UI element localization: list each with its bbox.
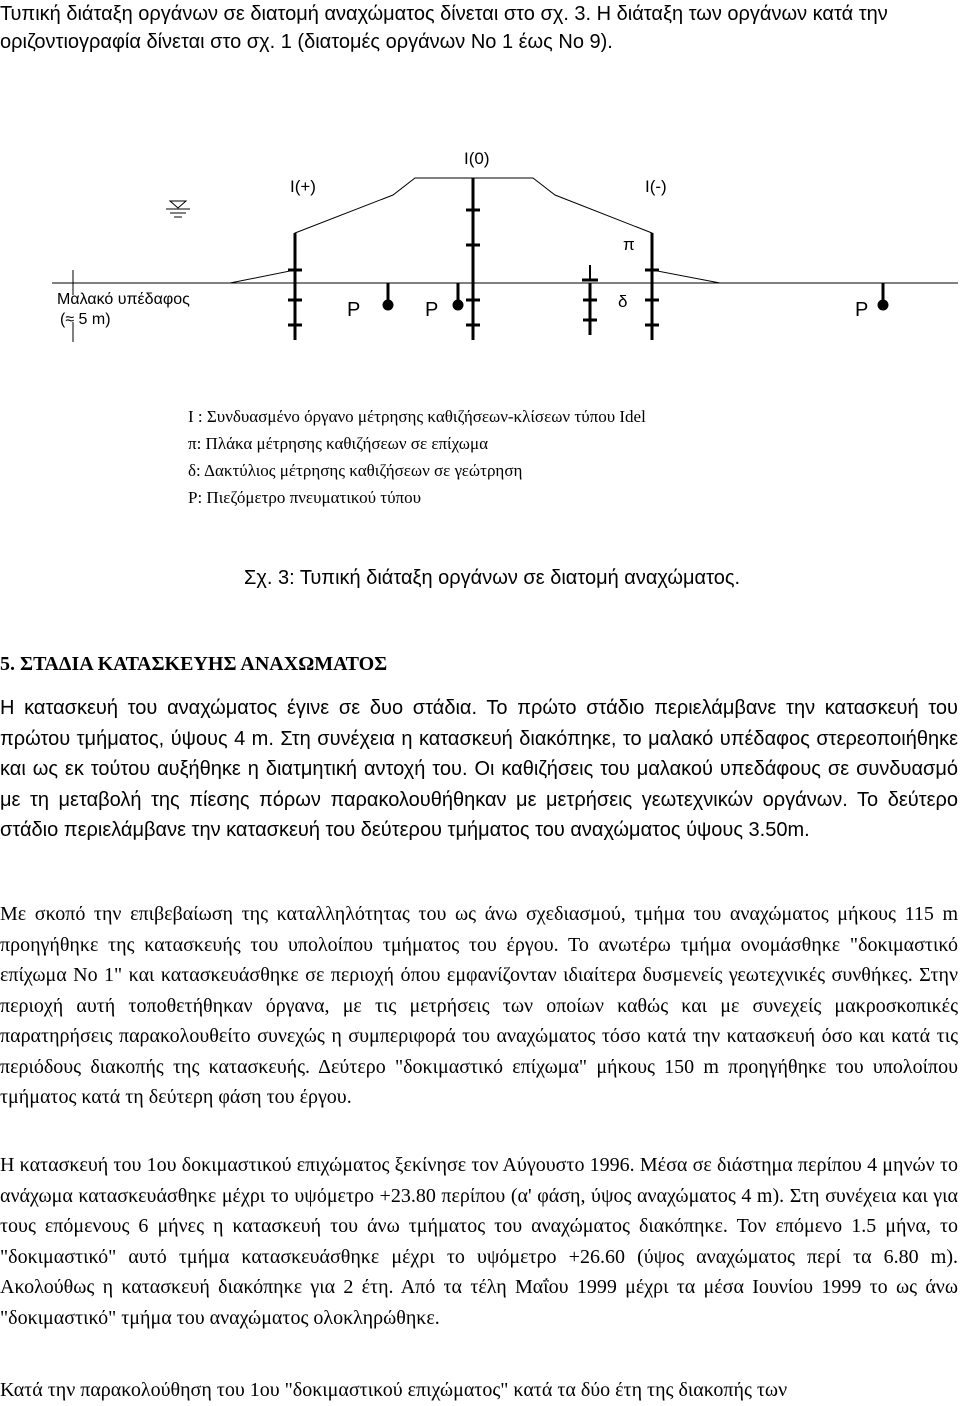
legend-item-settlement-ring: δ: Δακτύλιος μέτρησης καθιζήσεων σε γεώτρηση xyxy=(188,461,523,480)
piezometer-1 xyxy=(383,283,393,310)
label-i-plus: I(+) xyxy=(290,177,316,196)
label-pi: π xyxy=(623,235,635,254)
paragraph-trial-embankment: Με σκοπό την επιβεβαίωση της καταλληλότητας του ως άνω σχεδιασμού, τμήμα του αναχώματος μήκους 115 m προηγήθηκε της κατασκευής του υπολοίπου τμήματος του έργου. Το ανωτέρω τμήμα ονομάσθηκε "δοκιμαστικό επίχωμα No 1" και κατασκευάσθηκε σε περιοχή όπου εμφανίζονταν ιδιαίτερα δυσμενείς γεωτεχνικές συνθήκες. Στην περιοχή αυτή τοποθετήθηκαν όργανα, με τις μετρήσεις των οποίων καθώς και με συνεχείς μακροσκοπικές παρατηρήσεις παρακολουθείτο συνεχώς η συμπεριφορά του αναχώματος τόσο κατά την κατασκευή όσο και κατά τις περιόδους διακοπής της κατασκευής. Δεύτερο "δοκιμαστικό επίχωμα" μήκους 150 m προηγήθηκε του υπολοίπου τμήματος κατά τη δεύτερη φάση του έργου. xyxy=(0,903,958,1108)
soft-soil-label: Μαλακό υπέδαφος xyxy=(57,291,190,308)
paragraph-construction-timeline: Η κατασκευή του 1ου δοκιμαστικού επιχώματος ξεκίνησε τον Αύγουστο 1996. Μέσα σε διάστημα περίπου 4 μηνών το ανάχωμα κατασκευάσθηκε μέχρι το υψόμετρο +23.80 περίπου (α' φάση, ύψος αναχώματος 4 m). Στη συνέχεια και για τους επόμενους 6 μήνες η κατασκευή του άνω τμήματος του αναχώματος διακόπηκε. Τον επόμενο 1.5 μήνα, το "δοκιμαστικό" αυτό τμήμα κατασκευάσθηκε μέχρι το υψόμετρο +26.60 (ύψος αναχώματος περί τα 6.80 m). Ακολούθως η κατασκευή διακόπηκε για 2 έτη. Από τα τέλη Μαΐου 1999 μέχρι τα μέσα Ιουνίου 1999 το ως άνω "δοκιμαστικό" τμήμα του αναχώματος ολοκληρώθηκε. xyxy=(0,1154,958,1329)
label-p-2: P xyxy=(425,299,439,321)
inclinometer-i0 xyxy=(466,178,480,340)
intro-text: Τυπική διάταξη οργάνων σε διατομή αναχώματος δίνεται στο σχ. 3. Η διάταξη των οργάνων κατά την οριζοντιογραφία δίνεται στο σχ. 1 (διατομές οργάνων No 1 έως No 9). xyxy=(0,3,888,53)
label-i-minus: I(-) xyxy=(645,177,667,196)
piezometer-3 xyxy=(878,283,888,310)
embankment-cross-section-figure xyxy=(0,140,960,355)
inclinometer-i-plus xyxy=(288,233,302,340)
paragraph-construction-stages: Η κατασκευή του αναχώματος έγινε σε δυο στάδια. Το πρώτο στάδιο περιελάμβανε την κατασκευή του πρώτου τμήματος, ύψους 4 m. Στη συνέχεια η κατασκευή διακόπηκε, το μαλακό υπέδαφος στερεοποιήθηκε και ως εκ τούτου αυξήθηκε η διατμητική αντοχή του. Οι καθιζήσεις του μαλακού υπεδάφους σε συνδυασμό με τη μεταβολή της πίεσης πόρων παρακολουθήθηκαν με μετρήσεις γεωτεχνικών οργάνων. Το δεύτερο στάδιο περιελάμβανε την κατασκευή του δεύτερου τμήματος του αναχώματος ύψους 3.50m. xyxy=(0,697,958,841)
water-level-icon xyxy=(166,201,190,217)
label-delta: δ xyxy=(618,292,628,311)
settlement-ring-delta xyxy=(583,283,597,335)
legend-item-inclinometer: I : Συνδυασμένο όργανο μέτρησης καθιζήσεων-κλίσεων τύπου Idel xyxy=(188,407,646,426)
label-i0: I(0) xyxy=(464,149,490,168)
figure-caption: Σχ. 3: Τυπική διάταξη οργάνων σε διατομή αναχώματος. xyxy=(244,567,741,589)
legend-item-piezometer: P: Πιεζόμετρο πνευματικού τύπου xyxy=(188,488,422,507)
label-p-3: P xyxy=(855,299,869,321)
paragraph-monitoring: Κατά την παρακολούθηση του 1ου "δοκιμαστικού επιχώματος" κατά τα δύο έτη της διακοπής των xyxy=(0,1379,788,1401)
inclinometer-i-minus xyxy=(645,233,659,340)
section-heading: 5. ΣΤΑΔΙΑ ΚΑΤΑΣΚΕΥΗΣ ΑΝΑΧΩΜΑΤΟΣ xyxy=(0,653,388,675)
settlement-plate-pi xyxy=(582,265,598,280)
soft-soil-depth: (≈ 5 m) xyxy=(60,311,111,328)
label-p-1: P xyxy=(347,299,361,321)
figure-legend xyxy=(188,403,646,511)
legend-item-settlement-plate: π: Πλάκα μέτρησης καθιζήσεων σε επίχωμα xyxy=(188,434,489,453)
piezometer-2 xyxy=(453,283,463,310)
